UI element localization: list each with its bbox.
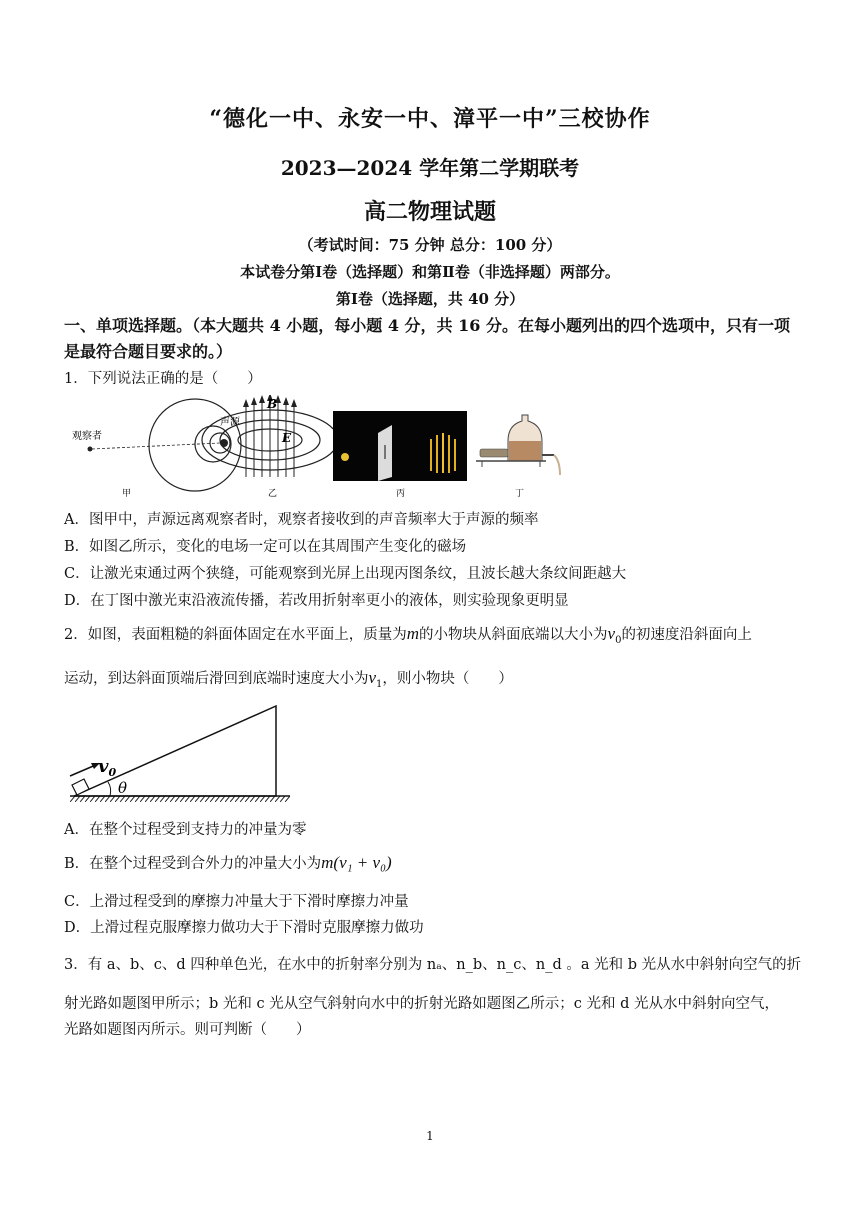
q1-stem: 1．下列说法正确的是（ ） xyxy=(64,371,262,387)
exam-structure: 本试卷分第Ⅰ卷（选择题）和第Ⅱ卷（非选择题）两部分。 xyxy=(240,263,620,281)
exam-info: （考试时间：75 分钟 总分：100 分） xyxy=(298,236,562,254)
q1-option-b: B．如图乙所示，变化的电场一定可以在其周围产生变化的磁场 xyxy=(64,539,467,555)
figure-ding xyxy=(476,415,560,499)
observer-label: 观察者 xyxy=(72,431,102,442)
figure-jia xyxy=(72,399,241,499)
q2-option-a: A．在整个过程受到支持力的冲量为零 xyxy=(64,822,307,838)
q2-stem-part: 运动，到达斜面顶端后滑回到底端时速度大小为 xyxy=(64,671,369,687)
q2-mass-symbol: m xyxy=(406,624,420,643)
q2-stem-part: 2．如图，表面粗糙的斜面体固定在水平面上，质量为 xyxy=(64,627,407,643)
q2-stem-part: 的小物块从斜面底端以大小为 xyxy=(419,627,608,643)
q2-stem-line1 xyxy=(64,624,752,651)
title-line2: 2023—2024 学年第二学期联考 xyxy=(280,156,580,180)
figure-bing xyxy=(333,411,467,499)
q2-stem-line2 xyxy=(64,668,513,695)
field-e-label: E xyxy=(282,431,292,445)
section1-heading: 一、单项选择题。（本大题共 4 小题，每小题 4 分，共 16 分。在每小题列出的四个选项中，只有一项是最符合题目要求的。） xyxy=(64,316,790,361)
q1-figures xyxy=(70,395,570,500)
source-label: 声源 xyxy=(220,417,240,428)
page-number: 1 xyxy=(426,1129,434,1143)
fig-v0-label: $v_0$ xyxy=(98,756,117,779)
q2-v1-subscript: 1 xyxy=(376,678,383,690)
q2-stem-part: ，则小物块（ ） xyxy=(382,671,513,687)
title-line1: “德化一中、永安一中、漳平一中”三校协作 xyxy=(209,106,651,132)
part1-heading: 第Ⅰ卷（选择题，共 40 分） xyxy=(335,290,525,308)
q2-v0-subscript: 0 xyxy=(615,634,622,646)
fig-label-jia: 甲 xyxy=(122,489,132,499)
q1-option-a: A．图甲中，声源远离观察者时，观察者接收到的声音频率大于声源的频率 xyxy=(64,512,539,528)
q2-incline-figure xyxy=(60,700,300,806)
q1-option-d: D．在丁图中激光束沿液流传播，若改用折射率更小的液体，则实验现象更明显 xyxy=(64,593,569,609)
q2-option-b xyxy=(64,853,392,874)
q2-v1-symbol: v xyxy=(368,668,377,687)
fig-label-bing: 丙 xyxy=(396,489,406,499)
fig-label-ding: 丁 xyxy=(515,489,525,499)
q2-option-b-math: m(v₁ + v₀) xyxy=(321,853,392,872)
q2-stem-part: 的初速度沿斜面向上 xyxy=(621,627,752,643)
q2-option-c: C．上滑过程受到的摩擦力冲量大于下滑时摩擦力冲量 xyxy=(64,894,409,910)
figure-yi xyxy=(202,395,338,499)
q3-line2: 射光路如题图甲所示；b 光和 c 光从空气斜射向水中的折射光路如题图乙所示；c 光和 d 光从水中斜射向空气， xyxy=(64,996,779,1012)
q3-line1: 3．有 a、b、c、d 四种单色光，在水中的折射率分别为 nₐ、n_b、n_c、n_d 。a 光和 b 光从水中斜射向空气的折 xyxy=(64,957,802,973)
fig-label-yi: 乙 xyxy=(268,489,278,499)
q1-option-c: C．让激光束通过两个狭缝，可能观察到光屏上出现丙图条纹，且波长越大条纹间距越大 xyxy=(64,566,627,582)
fig-theta-label: θ xyxy=(118,779,128,797)
title-line3: 高二物理试题 xyxy=(363,199,496,225)
q3-line3: 光路如题图丙所示。则可判断（ ） xyxy=(64,1022,311,1038)
q2-option-b-text: B．在整个过程受到合外力的冲量大小为 xyxy=(64,856,322,872)
q2-option-d: D．上滑过程克服摩擦力做功大于下滑时克服摩擦力做功 xyxy=(64,920,424,936)
field-b-label: B xyxy=(267,397,278,411)
q2-v0-symbol: v xyxy=(607,624,616,643)
